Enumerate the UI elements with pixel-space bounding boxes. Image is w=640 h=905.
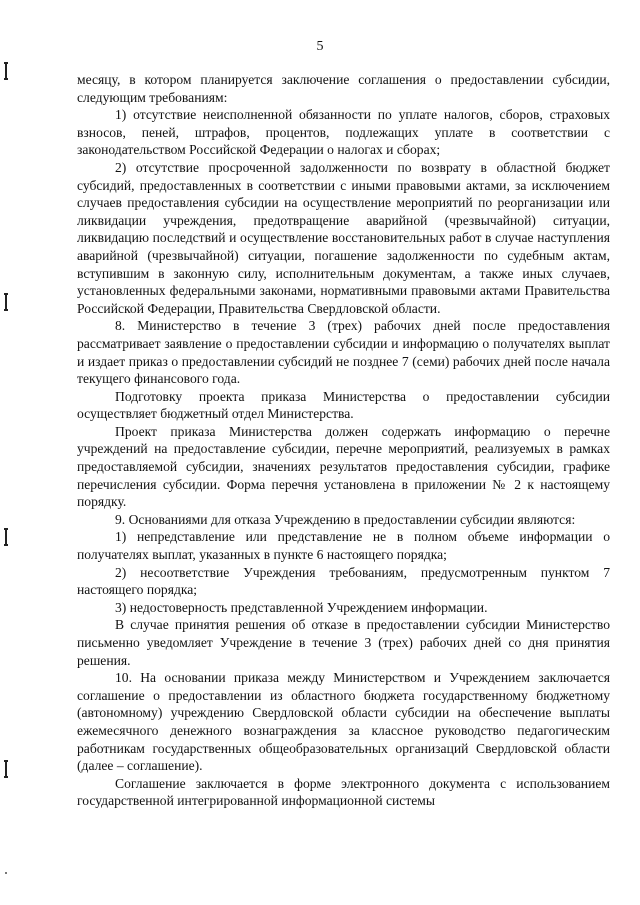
paragraph-clause-10: 10. На основании приказа между Министерством и Учреждением заключается соглашение о предоставлении из областного бюджета государственному бюджетному (автономному) учреждению Свердловской области субсидии на обеспечение выплаты ежемесячного денежного вознаграждения за классное руководство педагогическим работникам государственных общеобразовательных организаций Свердловской области (далее – соглашение).	[77, 670, 610, 774]
paragraph-order-contents: Проект приказа Министерства должен содержать информацию о перечне учреждений на предоставление субсидии, перечне мероприятий, реализуемых в рамках предоставляемой субсидии, значениях результатов предоставления субсидии, графике перечисления субсидии. Форма перечня установлена в приложении № 2 к настоящему порядку.	[77, 423, 610, 510]
paragraph-clause-8: 8. Министерство в течение 3 (трех) рабочих дней после предоставления рассматривает заявление о предоставлении субсидии и информацию о получателях выплат и издает приказ о предоставлении субсидий не позднее 7 (семи) рабочих дней после начала текущего финансового года.	[77, 318, 610, 387]
paragraph-continuation: месяцу, в котором планируется заключение соглашения о предоставлении субсидии, следующим требованиям:	[77, 72, 610, 105]
paragraph-order-preparation: Подготовку проекта приказа Министерства о предоставлении субсидии осуществляет бюджетный отдел Министерства.	[77, 388, 610, 422]
paragraph-refusal-notice: В случае принятия решения об отказе в предоставлении субсидии Министерство письменно уведомляет Учреждение в течение 3 (трех) рабочих дней со дня принятия решения.	[77, 617, 610, 668]
document-body	[77, 71, 610, 810]
scan-binding-mark	[4, 760, 8, 778]
paragraph-requirement-2: 2) отсутствие просроченной задолженности по возврату в областной бюджет субсидий, предоставленных в соответствии с иными правовыми актами, за исключением случаев предоставления субсидии на осуществление мероприятий по реорганизации или ликвидации учреждения, предотвращение аварийной (чрезвычайной) ситуации, ликвидацию последствий и осуществление восстановительных работ в случае наступления аварийной (чрезвычайной) ситуации, погашение задолженности по судебным актам, вступившим в законную силу, исполнительным документам, а также иных случаев, установленных федеральными законами, нормативными правовыми актами Правительства Российской Федерации, Правительства Свердловской области.	[77, 159, 610, 316]
paragraph-refusal-reason-2: 2) несоответствие Учреждения требованиям, предусмотренным пунктом 7 настоящего порядка;	[77, 564, 610, 598]
paragraph-clause-9: 9. Основаниями для отказа Учреждению в предоставлении субсидии являются:	[115, 511, 576, 527]
scan-binding-mark	[4, 62, 8, 80]
scan-binding-mark	[4, 293, 8, 311]
page-number: 5	[316, 39, 324, 54]
paragraph-refusal-reason-3: 3) недостоверность представленной Учреждением информации.	[115, 599, 488, 615]
paragraph-requirement-1: 1) отсутствие неисполненной обязанности по уплате налогов, сборов, страховых взносов, пеней, штрафов, процентов, подлежащих уплате в соответствии с законодательством Российской Федерации о налогах и сборах;	[77, 107, 610, 158]
paragraph-refusal-reason-1: 1) непредставление или представление не в полном объеме информации о получателях выплат, указанных в пункте 6 настоящего порядка;	[77, 529, 610, 563]
scan-speck	[5, 872, 7, 874]
paragraph-agreement-form: Соглашение заключается в форме электронного документа с использованием государственной интегрированной информационной системы	[77, 775, 610, 809]
scan-binding-mark	[4, 528, 8, 546]
